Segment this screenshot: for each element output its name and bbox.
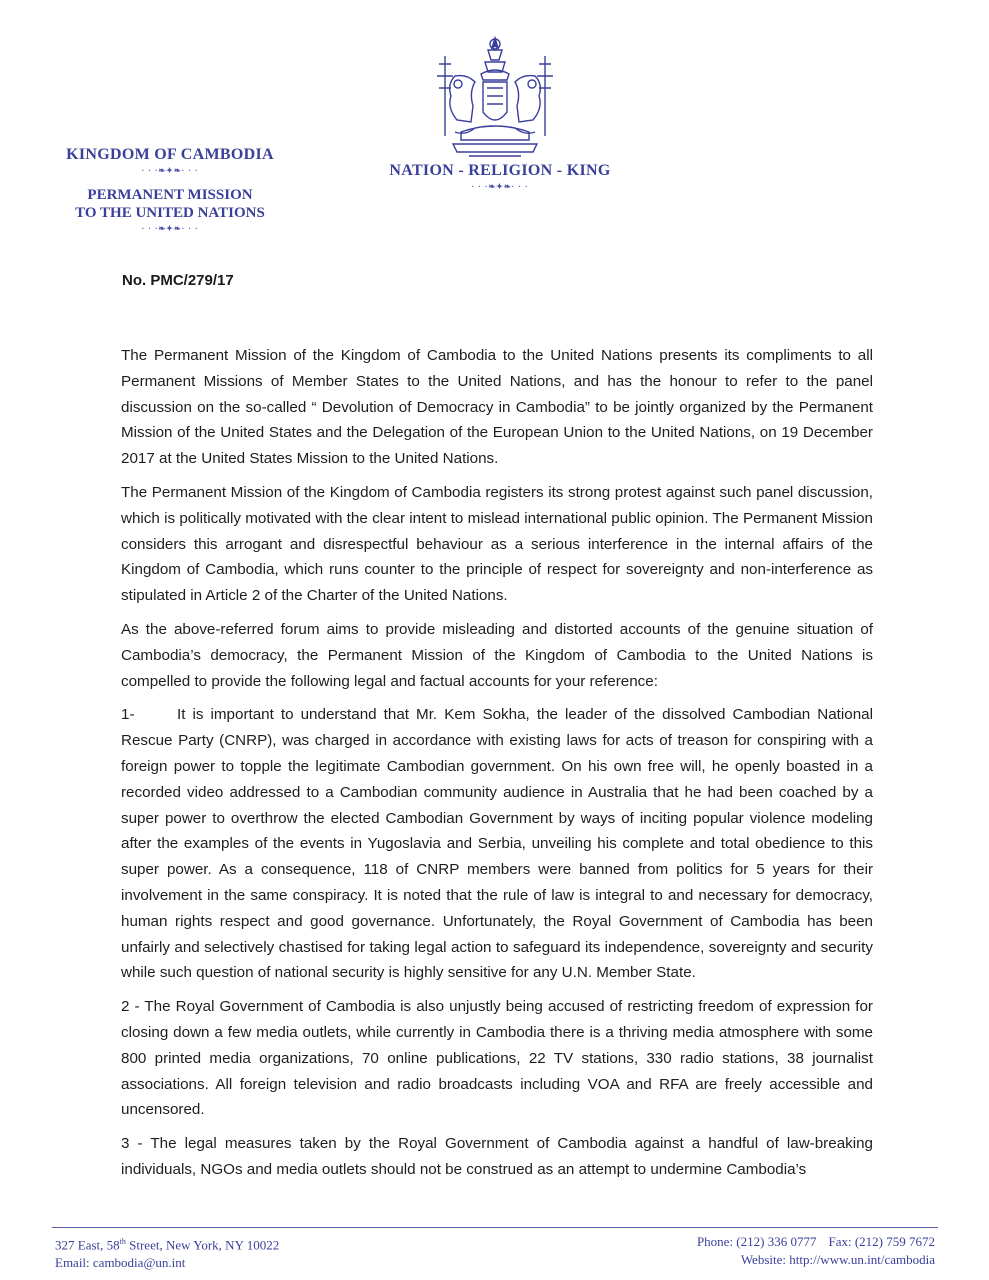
motto-text: NATION - RELIGION - KING [389,162,611,179]
point-2 [121,994,873,1123]
mission-line-1: PERMANENT MISSION [87,187,253,203]
paragraph-accounts: As the above-referred forum aims to provide misleading and distorted accounts of the genuine situation of Cambodia’s democracy, the Permanent Mission of the Kingdom of Cambodia to the United Nations is compelled to provide the following legal and factual accounts for your reference: [121,620,873,690]
mission-title [50,186,290,222]
letter-body [121,343,873,1191]
reference-number: No. PMC/279/17 [122,272,234,289]
point-text: The Royal Government of Cambodia is also unjustly being accused of restricting freedom of expression for closing down a few media outlets, while currently in Cambodia there is a thriving media atmosphere with some 800 printed media organizations, 70 online publications, 22 TV stations, 330 radio stations, 38 journalist associations. All foreign television and radio broadcasts including VOA and RFA are freely accessible and uncensored. [121,998,873,1119]
royal-coat-of-arms-icon [425,36,565,162]
footer-right [515,1233,935,1269]
national-motto [370,162,630,192]
point-label: 3 - [121,1135,143,1153]
email: Email: cambodia@un.int [55,1255,186,1271]
website: Website: http://www.un.int/cambodia [740,1252,935,1267]
point-1 [121,702,873,986]
fax: Fax: (212) 759 7672 [828,1234,935,1249]
ornament-divider: · · ·❧✦❧· · · [141,166,199,175]
point-label: 1- [121,706,135,724]
point-text: The legal measures taken by the Royal Government of Cambodia against a handful of law-breaking individuals, NGOs and media outlets should not be construed as an attempt to undermine Cambodia’s [121,1135,873,1178]
footer-divider [52,1227,938,1228]
address-city: Street, New York, NY 10022 [125,1237,280,1253]
ornament-divider: · · ·❧✦❧· · · [141,224,199,233]
emblem-drawing [425,36,565,162]
paragraph-protest: The Permanent Mission of the Kingdom of Cambodia registers its strong protest against such panel discussion, which is politically motivated with the clear intent to mislead international public opinion. The Permanent Mission considers this arrogant and disrespectful behaviour as a serious interference in the internal affairs of the Kingdom of Cambodia, which runs counter to the principle of respect for sovereignty and non-interference as stipulated in Article 2 of the Charter of the United Nations. [121,483,873,605]
address [55,1233,475,1254]
point-label: 2 - [121,998,140,1016]
address-ordinal: th [119,1237,126,1246]
footer-left [55,1233,475,1272]
paragraph-intro: The Permanent Mission of the Kingdom of Cambodia to the United Nations presents its compliments to all Permanent Missions of Member States to the United Nations, and has the honour to refer to the panel discussion on the so-called “ Devolution of Democracy in Cambodia” to be jointly organized by the Permanent Mission of the United States and the Delegation of the European Union to the United Nations, on 19 December 2017 at the United States Mission to the United Nations. [121,347,873,468]
kingdom-title: KINGDOM OF CAMBODIA [66,146,274,163]
sender-header [50,146,290,234]
mission-line-2: TO THE UNITED NATIONS [75,205,265,221]
address-street-number: 327 East, 58 [55,1237,120,1253]
contact-numbers [515,1233,935,1251]
ornament-divider: · · ·❧✦❧· · · [471,182,529,191]
phone: Phone: (212) 336 0777 [696,1234,817,1249]
point-3 [121,1131,873,1183]
point-text: It is important to understand that Mr. Kem Sokha, the leader of the dissolved Cambodian National Rescue Party (CNRP), was charged in accordance with existing laws for acts of treason for conspiring with a foreign power to topple the legitimate Cambodian government. On his own free will, he openly boasted in a recorded video addressed to a Cambodian community audience in Australia that he had been coached by a super power to overthrow the elected Cambodian Government by ways of inciting popular violence modeling after the examples of the events in Yugoslavia and Serbia, unveiling his complete and total obedience to this super power. As a consequence, 118 of CNRP members were banned from politics for 5 years for their involvement in the same conspiracy. It is noted that the rule of law is integral to and necessary for democracy, human rights respect and good governance. Unfortunately, the Royal Government of Cambodia has been unfairly and selectively chastised for taking legal action to safeguard its independence, sovereignty and security while such question of national security is highly sensitive for any U.N. Member State. [121,706,873,982]
